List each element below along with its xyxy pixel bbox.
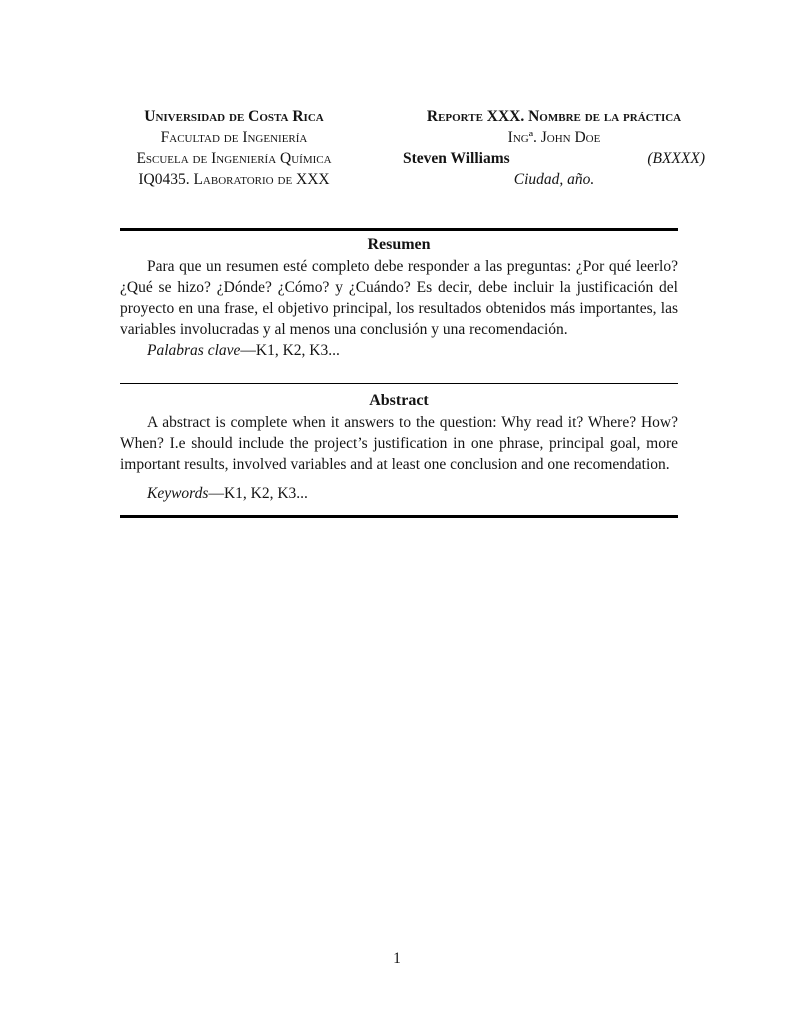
title-header	[113, 106, 705, 190]
course-name: IQ0435. Laboratorio de XXX	[138, 171, 330, 188]
report-block	[403, 106, 705, 190]
top-rule	[120, 228, 678, 231]
report-title: Reporte XXX. Nombre de la práctica	[426, 108, 682, 125]
abstract-keywords	[120, 483, 678, 504]
abstract-keywords-value: —K1, K2, K3...	[208, 485, 308, 502]
institution-block	[113, 106, 355, 190]
bottom-rule	[120, 515, 678, 518]
resumen-heading: Resumen	[367, 236, 431, 253]
abstract-keywords-label: Keywords	[147, 485, 209, 502]
abstract-heading: Abstract	[369, 392, 429, 409]
instructor-name: Ingª. John Doe	[507, 129, 601, 146]
abstract-paragraph: A abstract is complete when it answers to the question: Why read it? Where? How? When? I.e should include the project’s justification in one phrase, principal goal, more important results, involved variables and at least one conclusion and one recomendation.	[120, 414, 678, 473]
resumen-keywords-label: Palabras clave	[147, 342, 241, 359]
resumen-keywords-value: —K1, K2, K3...	[240, 342, 340, 359]
faculty-name: Facultad de Ingeniería	[160, 129, 308, 146]
university-name: Universidad de Costa Rica	[144, 108, 324, 125]
author-name: Steven Williams	[403, 150, 510, 167]
author-row	[403, 148, 705, 169]
resumen-keywords	[120, 340, 678, 361]
middle-rule	[120, 383, 678, 384]
school-name: Escuela de Ingeniería Química	[136, 150, 332, 167]
city-year: Ciudad, año.	[513, 171, 595, 188]
page-number: 1	[393, 950, 401, 967]
student-code: (BXXXX)	[647, 150, 705, 167]
resumen-paragraph: Para que un resumen esté completo debe responder a las preguntas: ¿Por qué leerlo? ¿Qué se hizo? ¿Dónde? ¿Cómo? y ¿Cuándo? Es decir, debe incluir la justificación del proyecto en una frase, el objetivo principal, los resultados obtenidos más importantes, las variables involucradas y al menos una conclusión y una recomendación.	[120, 258, 678, 338]
